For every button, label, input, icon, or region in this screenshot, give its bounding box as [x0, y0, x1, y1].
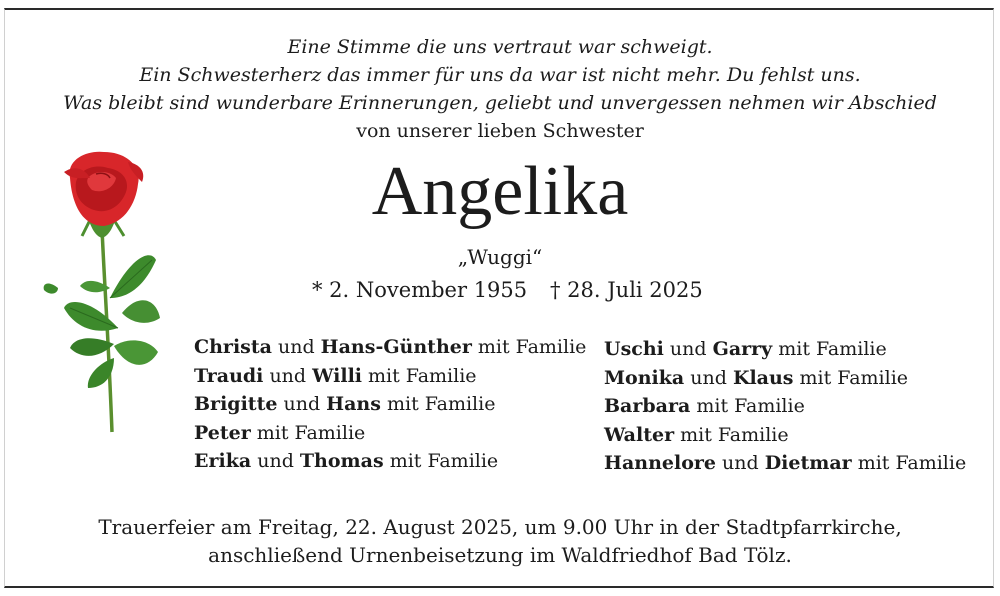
mourner-row: Peter mit Familie — [194, 421, 366, 444]
mourner-row: Monika und Klaus mit Familie — [604, 366, 909, 389]
mourner-row: Brigitte und Hans mit Familie — [194, 393, 496, 415]
intro-line-3: Was bleibt sind wunderbare Erinnerungen, geliebt und unvergessen nehmen wir Abschied — [63, 92, 937, 114]
mourner-row: Barbara mit Familie — [604, 395, 805, 417]
mourner-row: Traudi und Willi mit Familie — [194, 364, 477, 387]
mourner-row: Uschi und Garry mit Familie — [604, 338, 887, 360]
mourners-right — [604, 335, 966, 478]
mourner-row: Christa und Hans-Günther mit Familie — [194, 336, 587, 358]
mourner-row: Walter mit Familie — [604, 423, 789, 446]
intro-line-1: Eine Stimme die uns vertraut war schweigt. — [287, 36, 713, 58]
funeral-line-1: Trauerfeier am Freitag, 22. August 2025, um 9.00 Uhr in der Stadtpfarrkirche, — [98, 515, 902, 539]
intro-line-4: von unserer lieben Schwester — [356, 120, 644, 142]
intro-line-2: Ein Schwesterherz das immer für uns da war ist nicht mehr. Du fehlst uns. — [139, 64, 861, 86]
death-date: † 28. Juli 2025 — [550, 278, 703, 302]
mourner-row: Erika und Thomas mit Familie — [194, 450, 499, 472]
deceased-name: Angelika — [371, 153, 629, 230]
deceased-nickname: „Wuggi“ — [457, 245, 543, 269]
intro-text — [0, 33, 1000, 145]
birth-date: * 2. November 1955 — [312, 278, 528, 302]
rose-image — [30, 148, 170, 438]
funeral-line-2: anschließend Urnenbeisetzung im Waldfriedhof Bad Tölz. — [208, 543, 792, 567]
mourners-left — [194, 333, 586, 476]
funeral-info — [0, 513, 1000, 569]
mourner-row: Hannelore und Dietmar mit Familie — [604, 452, 967, 474]
